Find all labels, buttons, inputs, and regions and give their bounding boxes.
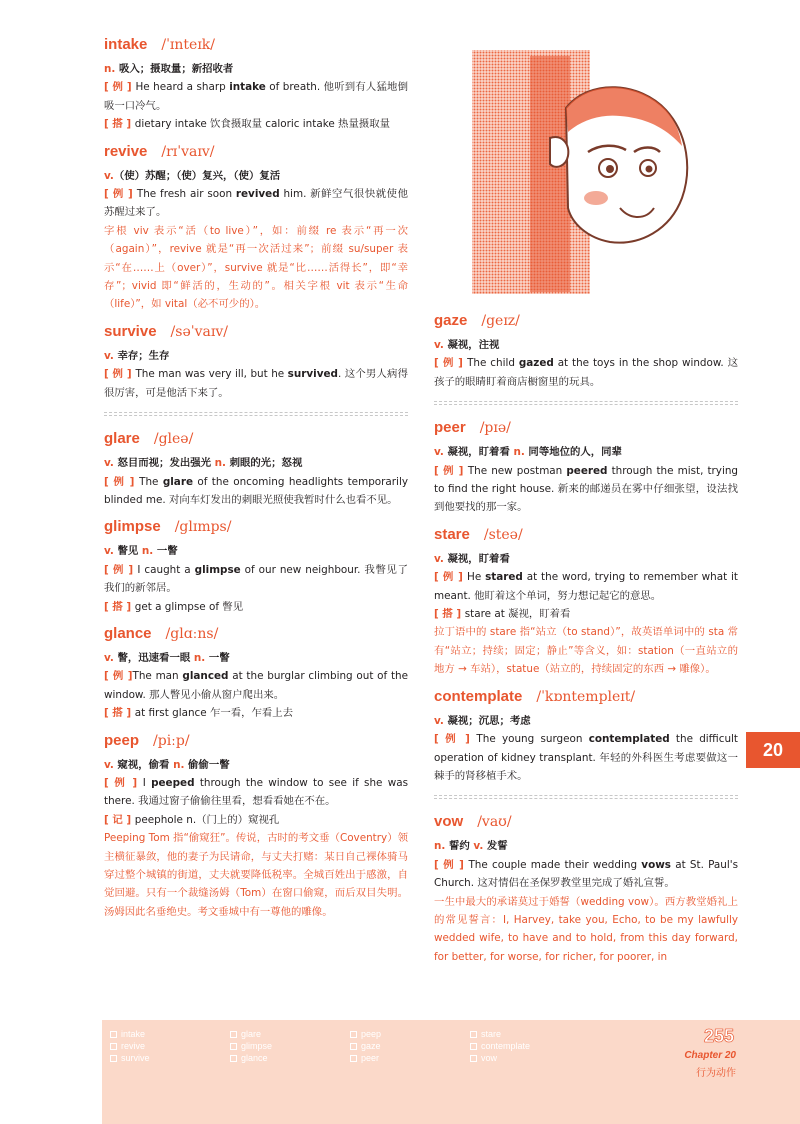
entry-glance: [104, 625, 408, 723]
footer-word: [350, 1040, 381, 1052]
text-segment: at the burglar climbing out of the window. 那人瞥见小偷从窗户爬出来。: [104, 670, 408, 701]
entry-head: [434, 813, 738, 837]
keyword: survived: [287, 368, 338, 381]
footer-word: [110, 1040, 150, 1052]
entry-peep: [104, 732, 408, 922]
headword: glare: [104, 430, 140, 448]
collocation-tag: [ 搭 ]: [104, 600, 135, 613]
example-tag: [ 例 ]: [434, 858, 469, 871]
chapter-title-cn: 行为动作: [696, 1068, 736, 1079]
example: [104, 561, 408, 598]
text-segment: The: [139, 475, 163, 488]
footer-word-label: stare: [481, 1029, 502, 1039]
entry-glare: [104, 430, 408, 509]
headword: survive: [104, 322, 157, 340]
pos-meaning: 凝视；沉思；考虑: [443, 714, 531, 727]
example: [434, 354, 738, 391]
part-of-speech: [434, 712, 738, 730]
chapter-tab: 20: [746, 732, 800, 768]
text-segment: at the toys in the shop window. 这孩子的眼睛盯着商店橱窗里的玩具。: [434, 357, 738, 388]
phonetic: /glɪmps/: [174, 519, 232, 536]
text-segment: through the window to see if she was there. 我通过窗子偷偷往里看，想看看她在不在。: [104, 776, 408, 808]
example-tag: [ 例 ]: [434, 464, 468, 477]
text-segment: I: [142, 776, 152, 789]
example-tag: [ 例 ]: [104, 670, 133, 683]
checkbox-icon: [110, 1031, 117, 1038]
keyword: peeped: [151, 776, 195, 789]
collocation: [104, 115, 408, 133]
text-segment: The man was very ill, but he: [135, 368, 288, 381]
text-segment: He heard a sharp: [135, 81, 230, 94]
example-tag: [ 例 ]: [104, 475, 140, 488]
phonetic: /gleə/: [153, 431, 194, 448]
footer-index: [102, 1020, 800, 1124]
example: [104, 365, 408, 402]
entry-head: [104, 732, 408, 756]
text-segment: of the oncoming headlights temporarily blinded me. 对向车灯发出的刺眼光照使我暂时什么也看不见。: [104, 475, 408, 506]
headword: revive: [104, 142, 148, 160]
footer-word-label: revive: [121, 1041, 146, 1051]
pos-marker: n.: [434, 840, 446, 853]
example: [104, 78, 408, 115]
keyword: revived: [235, 188, 280, 201]
checkbox-icon: [350, 1031, 357, 1038]
headword: peep: [104, 731, 140, 749]
memo: [104, 811, 408, 829]
phonetic: /steə/: [483, 526, 523, 543]
text-segment: the difficult operation of kidney transplant. 年轻的外科医生考虑要做这一棘手的肾移植手术。: [434, 733, 738, 782]
pos-marker: v.: [434, 446, 444, 459]
footer-column-3: [350, 1028, 381, 1064]
keyword: contemplated: [588, 733, 670, 746]
text-segment: . 这个男人病得很厉害，可是他活下来了。: [104, 368, 408, 399]
checkbox-icon: [110, 1055, 117, 1062]
pos-meaning: 窥视，偷看: [113, 758, 174, 771]
footer-word: [350, 1052, 381, 1064]
footer-column-1: [110, 1028, 150, 1064]
keyword: glare: [162, 475, 193, 488]
pos-meaning: 瞥见: [113, 545, 142, 558]
text-segment: dietary intake 饮食摄取量 caloric intake 热量摄取量: [134, 118, 391, 131]
example: [434, 568, 738, 605]
pos-marker: n.: [141, 545, 154, 558]
headword: glimpse: [104, 518, 161, 536]
page-number: 255: [703, 1026, 734, 1046]
part-of-speech: [104, 454, 408, 472]
pos-marker: v.: [104, 169, 114, 182]
phonetic: /ˈkɒntempleɪt/: [536, 688, 636, 705]
phonetic: /rɪˈvaɪv/: [161, 143, 215, 160]
pos-meaning: 一瞥: [205, 651, 230, 664]
text-segment: He: [467, 571, 486, 584]
phonetic: /ˈɪnteɪk/: [161, 37, 216, 53]
text-segment: at the word, trying to remember what it meant. 他盯着这个单词，努力想记起它的意思。: [434, 571, 738, 602]
entry-intake: [104, 36, 408, 134]
pos-marker: v.: [434, 714, 444, 727]
entry-gaze: [434, 312, 738, 391]
text-segment: The child: [467, 357, 519, 370]
pos-marker: v.: [104, 349, 114, 362]
phonetic: /vaʊ/: [477, 814, 512, 831]
text-segment: I caught a: [137, 563, 195, 576]
entry-head: [104, 430, 408, 454]
pos-marker: v.: [104, 651, 114, 664]
checkbox-icon: [110, 1043, 117, 1050]
entry-revive: [104, 143, 408, 314]
footer-word: [230, 1040, 272, 1052]
part-of-speech: [104, 60, 408, 78]
entry-head: [104, 518, 408, 542]
footer-word-label: peer: [361, 1053, 380, 1063]
etymology-note: 拉丁语中的 stare 指“站立（to stand）”，故英语单词中的 sta 常有“站立；持续；固定；静止”等含义，如：station（一直站立的地方 → 车站），statue（站立的，持续固定的东西 → 雕像）。: [434, 626, 738, 676]
part-of-speech: [434, 837, 738, 855]
example: [104, 473, 408, 510]
entry-head: [434, 526, 738, 550]
part-of-speech: [104, 542, 408, 560]
footer-word: [110, 1052, 150, 1064]
footer-word-label: intake: [121, 1029, 146, 1039]
keyword: vows: [641, 858, 671, 871]
footer-word-label: vow: [481, 1053, 498, 1063]
text-segment: The young surgeon: [476, 733, 589, 746]
checkbox-icon: [350, 1043, 357, 1050]
entry-head: [104, 143, 408, 167]
footer-word-label: gaze: [361, 1041, 381, 1051]
footer-word: [350, 1028, 381, 1040]
collocation-tag: [ 搭 ]: [104, 118, 135, 131]
entry-head: [434, 688, 738, 712]
part-of-speech: [104, 167, 408, 185]
pos-marker: n.: [173, 758, 185, 771]
example: [434, 730, 738, 785]
phonetic: /səˈvaɪv/: [170, 323, 228, 340]
entry-head: [104, 36, 408, 60]
pos-marker: n.: [214, 457, 226, 470]
headword: contemplate: [434, 687, 523, 705]
footer-word-label: peep: [361, 1029, 382, 1039]
collocation: [104, 598, 408, 616]
headword: glance: [104, 624, 152, 642]
example-tag: [ 例 ]: [104, 368, 136, 381]
pos-marker: n.: [513, 446, 525, 459]
example-tag: [ 例 ]: [434, 357, 468, 370]
headword: stare: [434, 525, 470, 543]
part-of-speech: [104, 756, 408, 774]
text-segment: stare at 凝视，盯着看: [464, 608, 571, 621]
pos-marker: n.: [104, 63, 116, 75]
right-column: [434, 312, 738, 975]
keyword: intake: [229, 81, 266, 94]
footer-column-4: [470, 1028, 530, 1064]
footer-word-label: contemplate: [481, 1041, 531, 1051]
example: [104, 667, 408, 704]
entry-head: [104, 625, 408, 649]
dashed-divider: [434, 795, 738, 799]
entry-contemplate: [434, 688, 738, 786]
part-of-speech: [104, 649, 408, 667]
example-tag: [ 例 ]: [104, 776, 143, 789]
text-segment: him. 新鲜空气很快就使他苏醒过来了。: [104, 188, 408, 219]
headword: peer: [434, 419, 466, 437]
pos-marker: v.: [104, 545, 114, 558]
text-segment: The man: [132, 670, 183, 683]
etymology-note: Peeping Tom 指“偷窥狂”。传说，古时的考文垂（Coventry）领主横征暴敛，他的妻子为民请命，与丈夫打赌：某日自己裸体骑马穿过整个城镇的街道，丈夫就要降低税率。全城百姓出于感激，自觉回避。只有一个裁缝汤姆（Tom）在窗口偷窥，而后双目失明。汤姆因此名垂绝史。考文垂城中有一尊他的雕像。: [104, 832, 408, 918]
entry-head: [104, 323, 408, 347]
entry-head: [434, 419, 738, 443]
keyword: peered: [566, 464, 608, 477]
checkbox-icon: [470, 1031, 477, 1038]
example: [434, 856, 738, 893]
footer-word: [470, 1052, 530, 1064]
checkbox-icon: [470, 1055, 477, 1062]
phonetic: /geɪz/: [481, 313, 520, 329]
footer-word: [230, 1028, 272, 1040]
pos-meaning: 凝视，盯着看: [443, 552, 510, 565]
cartoon-girl-peeking-icon: [470, 48, 700, 296]
text-segment: at St. Paul's Church. 这对情侣在圣保罗教堂里完成了婚礼宣誓。: [434, 858, 739, 890]
entry-peer: [434, 419, 738, 517]
footer-word-label: survive: [121, 1053, 150, 1063]
pos-meaning: 吸入；摄取量；新招收者: [115, 63, 234, 75]
phonetic: /pɪə/: [479, 420, 511, 437]
footer-word-label: glance: [241, 1053, 268, 1063]
footer-word: [110, 1028, 150, 1040]
pos-marker: v.: [434, 339, 444, 351]
checkbox-icon: [230, 1043, 237, 1050]
phonetic: /glɑːns/: [165, 625, 219, 642]
left-column: [104, 36, 408, 930]
chapter-label: Chapter 20: [684, 1050, 736, 1061]
memo-tag: [ 记 ]: [104, 813, 135, 826]
text-segment: The new postman: [467, 464, 567, 477]
keyword: glimpse: [194, 563, 241, 576]
pos-meaning: 凝视，注视: [443, 339, 500, 351]
collocation-tag: [ 搭 ]: [104, 707, 135, 720]
pos-marker: v.: [434, 552, 444, 565]
text-segment: at first glance 乍一看，乍看上去: [134, 707, 294, 720]
text-segment: get a glimpse of 瞥见: [134, 600, 244, 613]
entry-stare: [434, 526, 738, 679]
part-of-speech: [434, 336, 738, 354]
footer-word: [470, 1040, 530, 1052]
checkbox-icon: [230, 1031, 237, 1038]
text-segment: of breath. 他听到有人猛地倒吸一口冷气。: [104, 81, 408, 112]
footer-word: [230, 1052, 272, 1064]
footer-word-label: glare: [241, 1029, 262, 1039]
example-tag: [ 例 ]: [434, 571, 468, 584]
entry-glimpse: [104, 518, 408, 616]
keyword: stared: [485, 571, 523, 584]
pos-meaning: （使）苏醒；（使）复兴，（使）复活: [113, 169, 281, 182]
text-segment: of our new neighbour. 我瞥见了我们的新邻居。: [104, 563, 408, 595]
example-tag: [ 例 ]: [434, 733, 477, 746]
checkbox-icon: [230, 1055, 237, 1062]
example-tag: [ 例 ]: [104, 563, 138, 576]
text-segment: peephole n.（门上的）窥视孔: [134, 813, 280, 826]
pos-meaning: 一瞥: [153, 545, 178, 558]
collocation: [434, 605, 738, 623]
text-segment: The couple made their wedding: [468, 858, 642, 871]
pos-meaning: 凝视，盯着看: [443, 446, 514, 459]
pos-marker: v.: [104, 758, 114, 771]
pos-meaning: 誓约: [445, 840, 474, 853]
pos-meaning: 发誓: [483, 840, 508, 853]
dashed-divider: [434, 401, 738, 405]
pos-meaning: 偷偷一瞥: [184, 758, 230, 771]
text-segment: The fresh air soon: [136, 188, 236, 201]
headword: gaze: [434, 312, 468, 329]
pos-meaning: 刺眼的光；怒视: [225, 457, 303, 470]
keyword: gazed: [518, 357, 554, 370]
footer-column-2: [230, 1028, 272, 1064]
pos-meaning: 幸存；生存: [113, 349, 170, 362]
etymology-note: 字根 viv 表示“活（to live）”，如：前缀 re 表示“再一次（again）”，revive 就是“再一次活过来”；前缀 su/super 表示“在……上（over）”，survive 就是“比……活得长”，即“幸存”；vivid 即“鲜活的，生动的”。相关字根 vit 表示“生命（life）”，如 vital（必不可少的）。: [104, 224, 408, 311]
entry-survive: [104, 323, 408, 402]
example: [104, 774, 408, 811]
etymology-note: 一生中最大的承诺莫过于婚誓（wedding vow）。西方教堂婚礼上的常见誓言：I, Harvey, take you, Echo, to be my lawfully wedded wife, to have and to hold, from this day forward, for better, for worse, for richer, for poorer, in: [434, 895, 738, 963]
pos-meaning: 瞥，迅速看一眼: [113, 651, 194, 664]
example-tag: [ 例 ]: [104, 188, 137, 201]
dashed-divider: [104, 412, 408, 416]
pos-meaning: 怒目而视；发出强光: [113, 457, 215, 470]
footer-word-label: glimpse: [241, 1041, 273, 1051]
example-tag: [ 例 ]: [104, 81, 136, 94]
part-of-speech: [104, 347, 408, 365]
entry-head: [434, 312, 738, 336]
headword: intake: [104, 36, 148, 53]
checkbox-icon: [470, 1043, 477, 1050]
entry-vow: [434, 813, 738, 966]
part-of-speech: [434, 550, 738, 568]
footer-word: [470, 1028, 530, 1040]
example: [104, 185, 408, 222]
collocation: [104, 704, 408, 722]
pos-marker: n.: [193, 651, 206, 664]
checkbox-icon: [350, 1055, 357, 1062]
pos-marker: v.: [473, 840, 484, 853]
phonetic: /piːp/: [153, 732, 190, 749]
pos-marker: v.: [104, 457, 114, 470]
text-segment: through the mist, trying to find the right house. 新来的邮递员在雾中仔细张望，设法找到他要找的那一家。: [434, 464, 739, 514]
pos-meaning: 同等地位的人，同辈: [524, 446, 622, 459]
keyword: glanced: [182, 670, 229, 683]
example: [434, 462, 738, 517]
headword: vow: [434, 813, 464, 831]
collocation-tag: [ 搭 ]: [434, 608, 465, 621]
part-of-speech: [434, 443, 738, 461]
